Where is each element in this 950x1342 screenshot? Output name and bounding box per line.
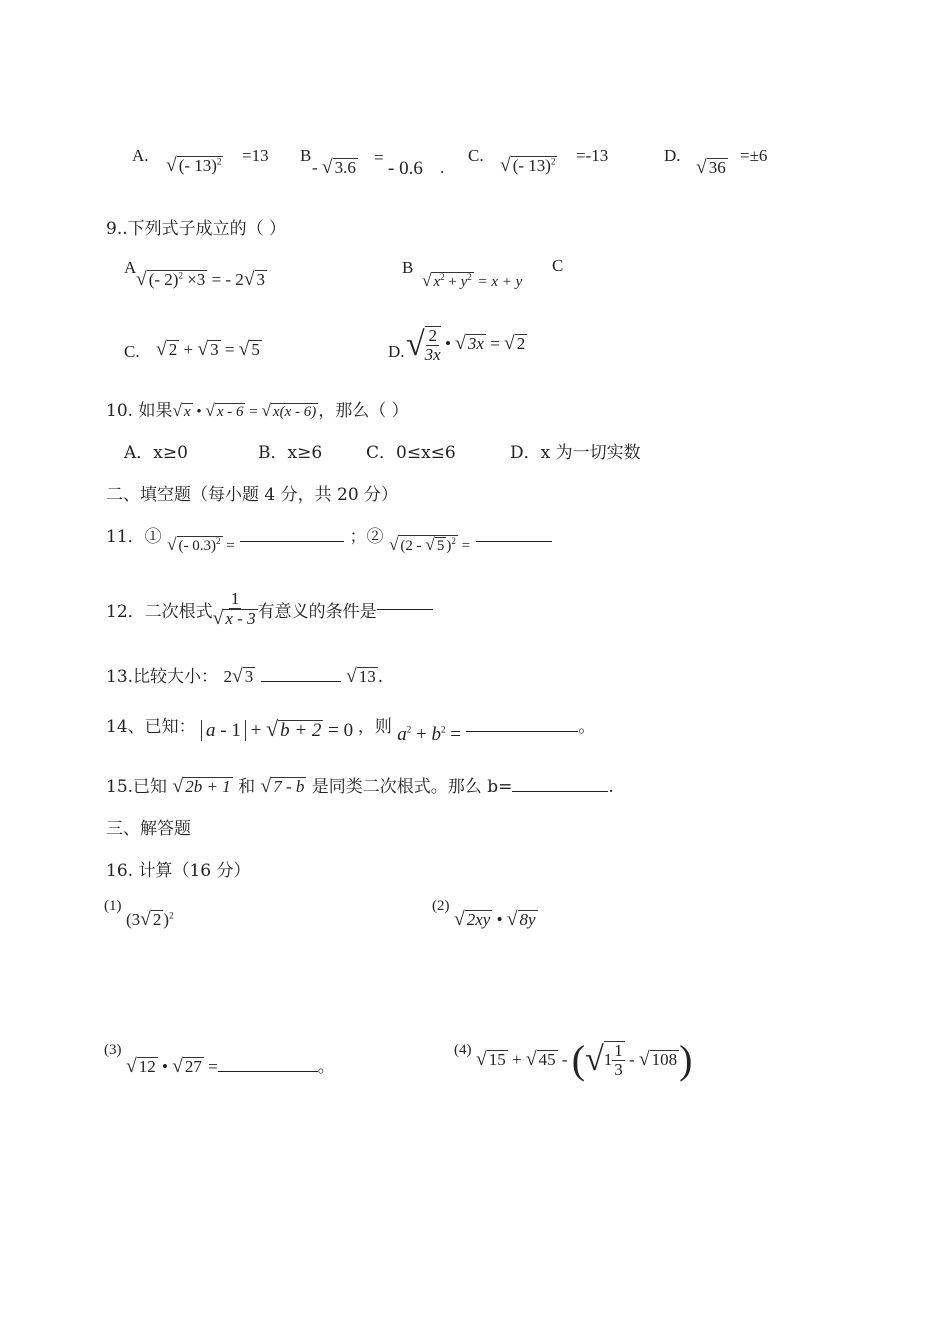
section-3-title: 三、解答题: [106, 819, 191, 839]
q9-option-c-label: C.: [124, 342, 140, 361]
q16-part-3-expr: √ 12 • √ 27 = 。: [126, 1056, 335, 1077]
q11: 11．① √ (- 0.3)$^2$ = ；② √ (2 - √ 5 )$^2$ =: [106, 522, 552, 547]
q13: 13.比较大小： 2√ 3 √ 13 .: [106, 666, 384, 687]
q10-option-b: B．x≥6: [258, 443, 323, 463]
q8-option-d-result: =±6: [740, 146, 768, 165]
q9-option-a-label: A: [124, 258, 137, 277]
q16-part-4-label: (4): [454, 1042, 472, 1058]
q8-option-b-eq: =: [374, 148, 384, 167]
q9-option-a-expr: √ (- 2)$^2$ ×3 = - 2√ 3: [136, 269, 266, 290]
q10-option-d: D．x 为一切实数: [510, 443, 641, 463]
q8-option-c-label: C.: [468, 146, 484, 165]
q9-option-c-expr: √ 2 + √ 3 = √ 5: [156, 339, 260, 360]
q16-part-2-expr: √ 2xy • √ 8y: [454, 909, 536, 930]
q8-option-d-label: D.: [664, 146, 681, 165]
q15: 15.已知 √ 2b + 1 和 √ 7 - b 是同类二次根式。那么 b= .: [106, 776, 614, 797]
q8-option-a-result: =13: [242, 146, 269, 165]
q16-part-2-label: (2): [432, 898, 450, 914]
q8-option-a-expr: √ (- 13)$^2$: [166, 155, 222, 176]
q11-blank-2[interactable]: [476, 541, 552, 542]
q13-blank[interactable]: [261, 681, 341, 682]
q8-option-c-expr: √ (- 13)$^2$: [500, 155, 556, 176]
q9-option-d-label: D.: [388, 342, 405, 361]
q14-blank[interactable]: [466, 731, 578, 732]
q16-part-1-expr: (3√ 2 )$^2$: [126, 909, 174, 930]
q9-stem: 9..下列式子成立的（ ）: [106, 219, 287, 239]
q8-option-b-expr: - √ 3.6: [312, 157, 356, 178]
q16-part-3-label: (3): [104, 1042, 122, 1058]
q10-option-a: A．x≥0: [124, 443, 188, 463]
q10-stem: 10. 如果√ x • √ x - 6 = √ x(x - 6) ，那么（ ）: [106, 401, 409, 421]
q15-blank[interactable]: [512, 791, 608, 792]
q9-option-d-expr: √ $\frac{2}{3x}$ • √ 3x = √ 2: [406, 325, 526, 364]
q8-option-b-result: - 0.6: [388, 158, 423, 179]
q10-option-c: C．0≤x≤6: [366, 443, 456, 463]
q12-blank[interactable]: [377, 609, 433, 610]
q11-blank-1[interactable]: [240, 541, 344, 542]
q8-option-c-result: =-13: [576, 146, 609, 165]
q16-part-3-blank[interactable]: [218, 1071, 318, 1072]
q8-option-d-expr: √ 36: [696, 157, 726, 178]
q14: 14、已知： a - 1 + √ b + 2 = 0 ，则 $a^2 + b^2$ = 。: [106, 717, 596, 745]
q16-part-1-label: (1): [104, 898, 122, 914]
q8-option-b-end: .: [440, 158, 445, 177]
q12: 12．二次根式 $\frac{1}{√ x - 3}$ 有意义的条件是: [106, 590, 433, 629]
q9-option-b-label: B: [402, 258, 414, 277]
q9-option-b-expr: √ $x^2 + y^2 = x + y$: [422, 271, 523, 290]
q9-option-b-tail: C: [552, 256, 564, 275]
section-2-title: 二、填空题（每小题 4 分，共 20 分）: [106, 485, 399, 505]
q16-stem: 16. 计算（16 分）: [106, 861, 251, 881]
q8-option-b-label: B: [300, 146, 312, 165]
q16-part-4-expr: √ 15 + √ 45 - (√ 1 $\frac{1}{3}$ - √ 108): [476, 1037, 693, 1082]
q8-option-a: A.: [132, 146, 149, 165]
